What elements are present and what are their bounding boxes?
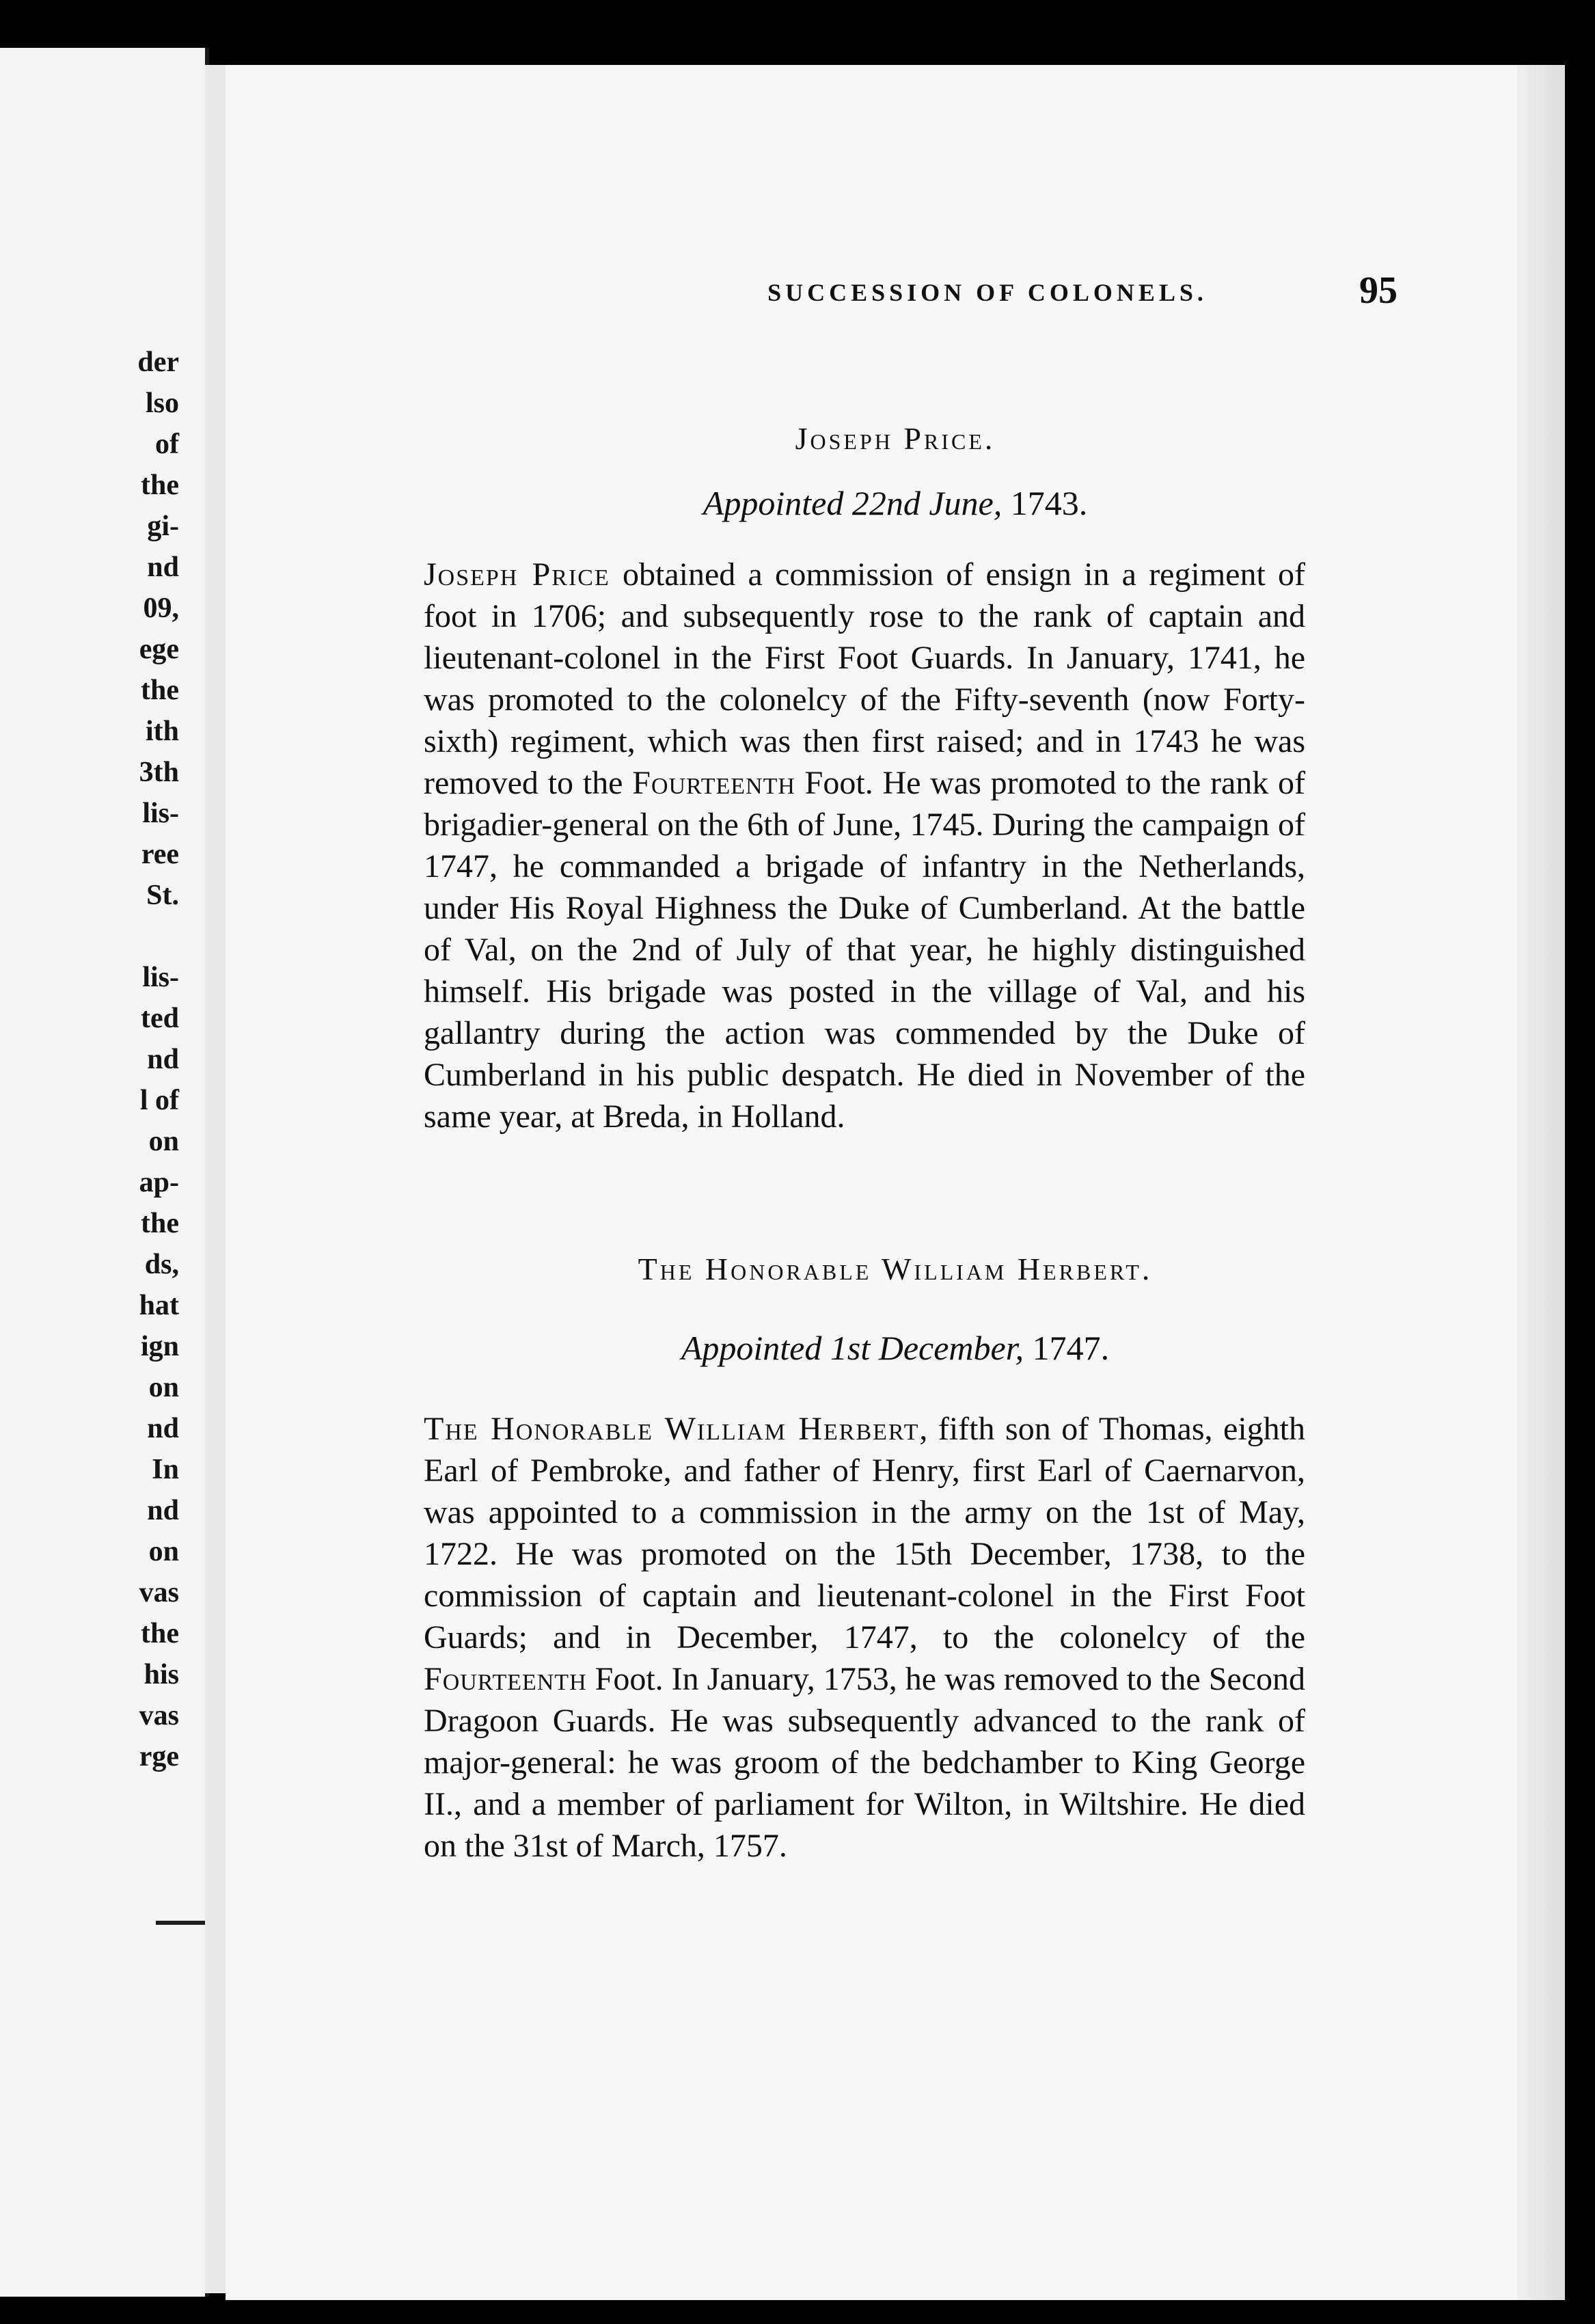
appointment-date <box>226 1328 1565 1368</box>
running-head: SUCCESSION OF COLONELS. <box>767 279 1208 306</box>
previous-page-rule <box>156 1921 205 1925</box>
previous-page-line: ith <box>145 716 179 747</box>
previous-page-text <box>83 342 179 1777</box>
previous-page-line: on <box>148 1126 179 1157</box>
book-gutter <box>205 65 226 2293</box>
previous-page-line: ree <box>141 839 179 870</box>
previous-page-line: on <box>148 1372 179 1403</box>
previous-page-line: gi- <box>147 511 179 542</box>
previous-page-line: of <box>155 429 179 460</box>
previous-page-line: St. <box>146 880 179 911</box>
previous-page-line: lso <box>145 388 179 419</box>
previous-page-line: l of <box>139 1085 179 1116</box>
previous-page-line: nd <box>147 1413 179 1444</box>
paragraph-text: , fifth son of Thomas, eighth Earl of Pembroke, and father of Henry, first Earl of Caernarvon, was appointed to a commission in the army on the 1st of May, 1722. He was promoted on the 15th December, 1738, to the commission of captain and lieutenant-colonel in the First Foot Guards; and in December, 1747, to the colonelcy of the <box>424 1411 1305 1656</box>
previous-page-line: the <box>141 470 179 501</box>
previous-page-line: lis- <box>142 798 179 829</box>
page-number: 95 <box>1359 269 1398 312</box>
previous-page-line: vas <box>139 1700 179 1731</box>
biography-paragraph <box>424 554 1305 1137</box>
previous-page-line: his <box>144 1659 179 1690</box>
previous-page-line: ign <box>140 1331 179 1362</box>
page-edge <box>1517 65 1565 2300</box>
previous-page-line: 3th <box>139 757 179 788</box>
previous-page-line: the <box>141 1618 179 1649</box>
previous-page-line: nd <box>147 1044 179 1075</box>
previous-page-line: ted <box>141 1003 179 1034</box>
section-heading: Joseph Price. <box>795 421 996 456</box>
biography-paragraph <box>424 1408 1305 1867</box>
paragraph-text: Foot. In January, 1753, he was removed to the Second Dragoon Guards. He was subsequently advanced to the rank of major-general: he was groom of the bedchamber to King George II., and a member of parliament for Wilton, in Wiltshire. He died on the 31st of March, 1757. <box>424 1661 1305 1864</box>
appointment-label: Appointed 22nd June, <box>703 484 1003 522</box>
appointment-label: Appointed 1st December, <box>681 1329 1024 1367</box>
previous-page-line: ap- <box>139 1167 179 1198</box>
previous-page-line: 09, <box>143 593 179 624</box>
appointment-year: 1747. <box>1032 1329 1110 1367</box>
paragraph-text: obtained a commission of ensign in a regiment of foot in 1706; and subsequently rose to the rank of captain and lieutenant-colonel in the First Foot Guards. In January, 1741, he was promoted to the colonelcy of the Fifty-seventh (now Forty-sixth) regiment, which was then first raised; and in 1743 he was removed to the <box>424 556 1306 801</box>
appointment-year: 1743. <box>1010 484 1088 522</box>
previous-page-line <box>83 916 179 957</box>
previous-page-line: nd <box>147 552 179 583</box>
paragraph-lead: Joseph Price <box>424 556 610 593</box>
previous-page <box>0 48 209 2297</box>
paragraph-text: Foot. He was promoted to the rank of brigadier-general on the 6th of June, 1745. During the campaign of 1747, he commanded a brigade of infantry in the Netherlands, under His Royal Highness the Duke of Cumberland. At the battle of Val, on the 2nd of July of that year, he highly distinguished himself. His brigade was posted in the village of Val, and his gallantry during the action was commended by the Duke of Cumberland in his public despatch. He died in November of the same year, at Breda, in Holland. <box>424 765 1306 1135</box>
previous-page-line: ege <box>139 634 179 665</box>
section-heading: The Honorable William Herbert. <box>638 1252 1153 1286</box>
previous-page-line: ds, <box>144 1249 179 1280</box>
previous-page-line: the <box>141 1208 179 1239</box>
previous-page-line: the <box>141 675 179 706</box>
regiment-name: Fourteenth <box>632 765 795 801</box>
previous-page-line: In <box>152 1454 179 1485</box>
paragraph-lead: The Honorable William Herbert <box>424 1411 920 1447</box>
previous-page-line: on <box>148 1536 179 1567</box>
previous-page-line: lis- <box>142 962 179 993</box>
regiment-name: Fourteenth <box>424 1661 587 1697</box>
previous-page-line: der <box>137 347 179 378</box>
appointment-date <box>226 483 1565 523</box>
previous-page-line: hat <box>139 1290 179 1321</box>
previous-page-line: nd <box>147 1495 179 1526</box>
previous-page-line: rge <box>139 1741 179 1772</box>
book-page <box>226 65 1565 2300</box>
previous-page-line: vas <box>139 1577 179 1608</box>
